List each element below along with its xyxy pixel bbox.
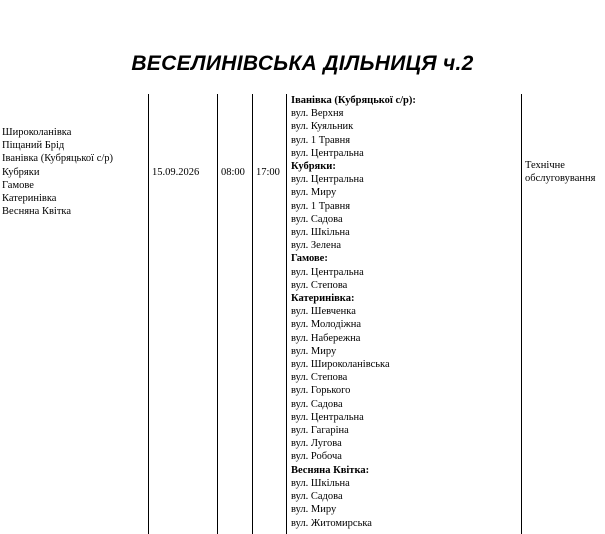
work-type-line: обслуговування — [525, 173, 596, 185]
street-item: вул. Шкільна — [291, 477, 350, 489]
column-divider — [148, 94, 149, 534]
street-item: вул. 1 Травня — [291, 200, 351, 212]
localities-cell — [2, 126, 113, 218]
locality-item: Піщаний Брід — [2, 140, 65, 152]
street-item: вул. Садова — [291, 213, 343, 225]
column-divider — [521, 94, 522, 534]
street-item: вул. Зелена — [291, 240, 341, 252]
street-item: вул. Садова — [291, 398, 343, 410]
street-item: вул. Шевченка — [291, 306, 356, 318]
street-item: вул. Степова — [291, 279, 348, 291]
street-group-heading: Катеринівка: — [291, 293, 355, 305]
street-item: вул. Житомирська — [291, 517, 372, 529]
street-item: вул. Центральна — [291, 266, 364, 278]
page-title: ВЕСЕЛИНІВСЬКА ДІЛЬНИЦЯ ч.2 — [131, 52, 474, 75]
street-group-heading: Кубряки: — [291, 161, 336, 173]
street-item: вул. Шкільна — [291, 227, 350, 239]
work-type-line: Технічне — [525, 160, 565, 171]
streets-cell — [291, 94, 416, 530]
street-item: вул. Миру — [291, 187, 337, 199]
street-item: вул. Горького — [291, 385, 351, 397]
locality-item: Широколанівка — [2, 127, 72, 138]
street-item: вул. Степова — [291, 372, 348, 384]
street-item: вул. Широколанівська — [291, 359, 390, 371]
street-item: вул. Лугова — [291, 438, 342, 450]
street-group-heading: Весняна Квітка: — [291, 464, 370, 476]
locality-item: Іванівка (Кубряцької с/р) — [2, 153, 114, 165]
column-divider — [252, 94, 253, 534]
street-item: вул. Садова — [291, 491, 343, 503]
locality-item: Весняна Квітка — [2, 206, 72, 218]
street-item: вул. Верхня — [291, 108, 344, 120]
street-item: вул. 1 Травня — [291, 134, 351, 146]
time-to-cell: 17:00 — [256, 167, 280, 178]
street-item: вул. Молодіжна — [291, 319, 362, 331]
work-type-cell — [525, 159, 595, 185]
street-group-heading: Гамове: — [291, 253, 328, 265]
column-divider — [217, 94, 218, 534]
street-item: вул. Центральна — [291, 174, 364, 186]
street-item: вул. Куяльник — [291, 121, 354, 133]
street-item: вул. Центральна — [291, 411, 364, 423]
street-item: вул. Миру — [291, 345, 337, 357]
street-item: вул. Центральна — [291, 147, 364, 159]
street-item: вул. Робоча — [291, 451, 342, 463]
time-from-cell: 08:00 — [221, 167, 245, 178]
locality-item: Гамове — [2, 179, 34, 191]
date-cell: 15.09.2026 — [152, 167, 200, 178]
locality-item: Катеринівка — [2, 193, 57, 205]
street-item: вул. Миру — [291, 504, 337, 516]
locality-item: Кубряки — [2, 166, 40, 178]
column-divider — [286, 94, 287, 534]
street-item: вул. Гагаріна — [291, 425, 349, 437]
street-group-heading: Іванівка (Кубряцької с/р): — [291, 95, 416, 106]
street-item: вул. Набережна — [291, 332, 361, 344]
